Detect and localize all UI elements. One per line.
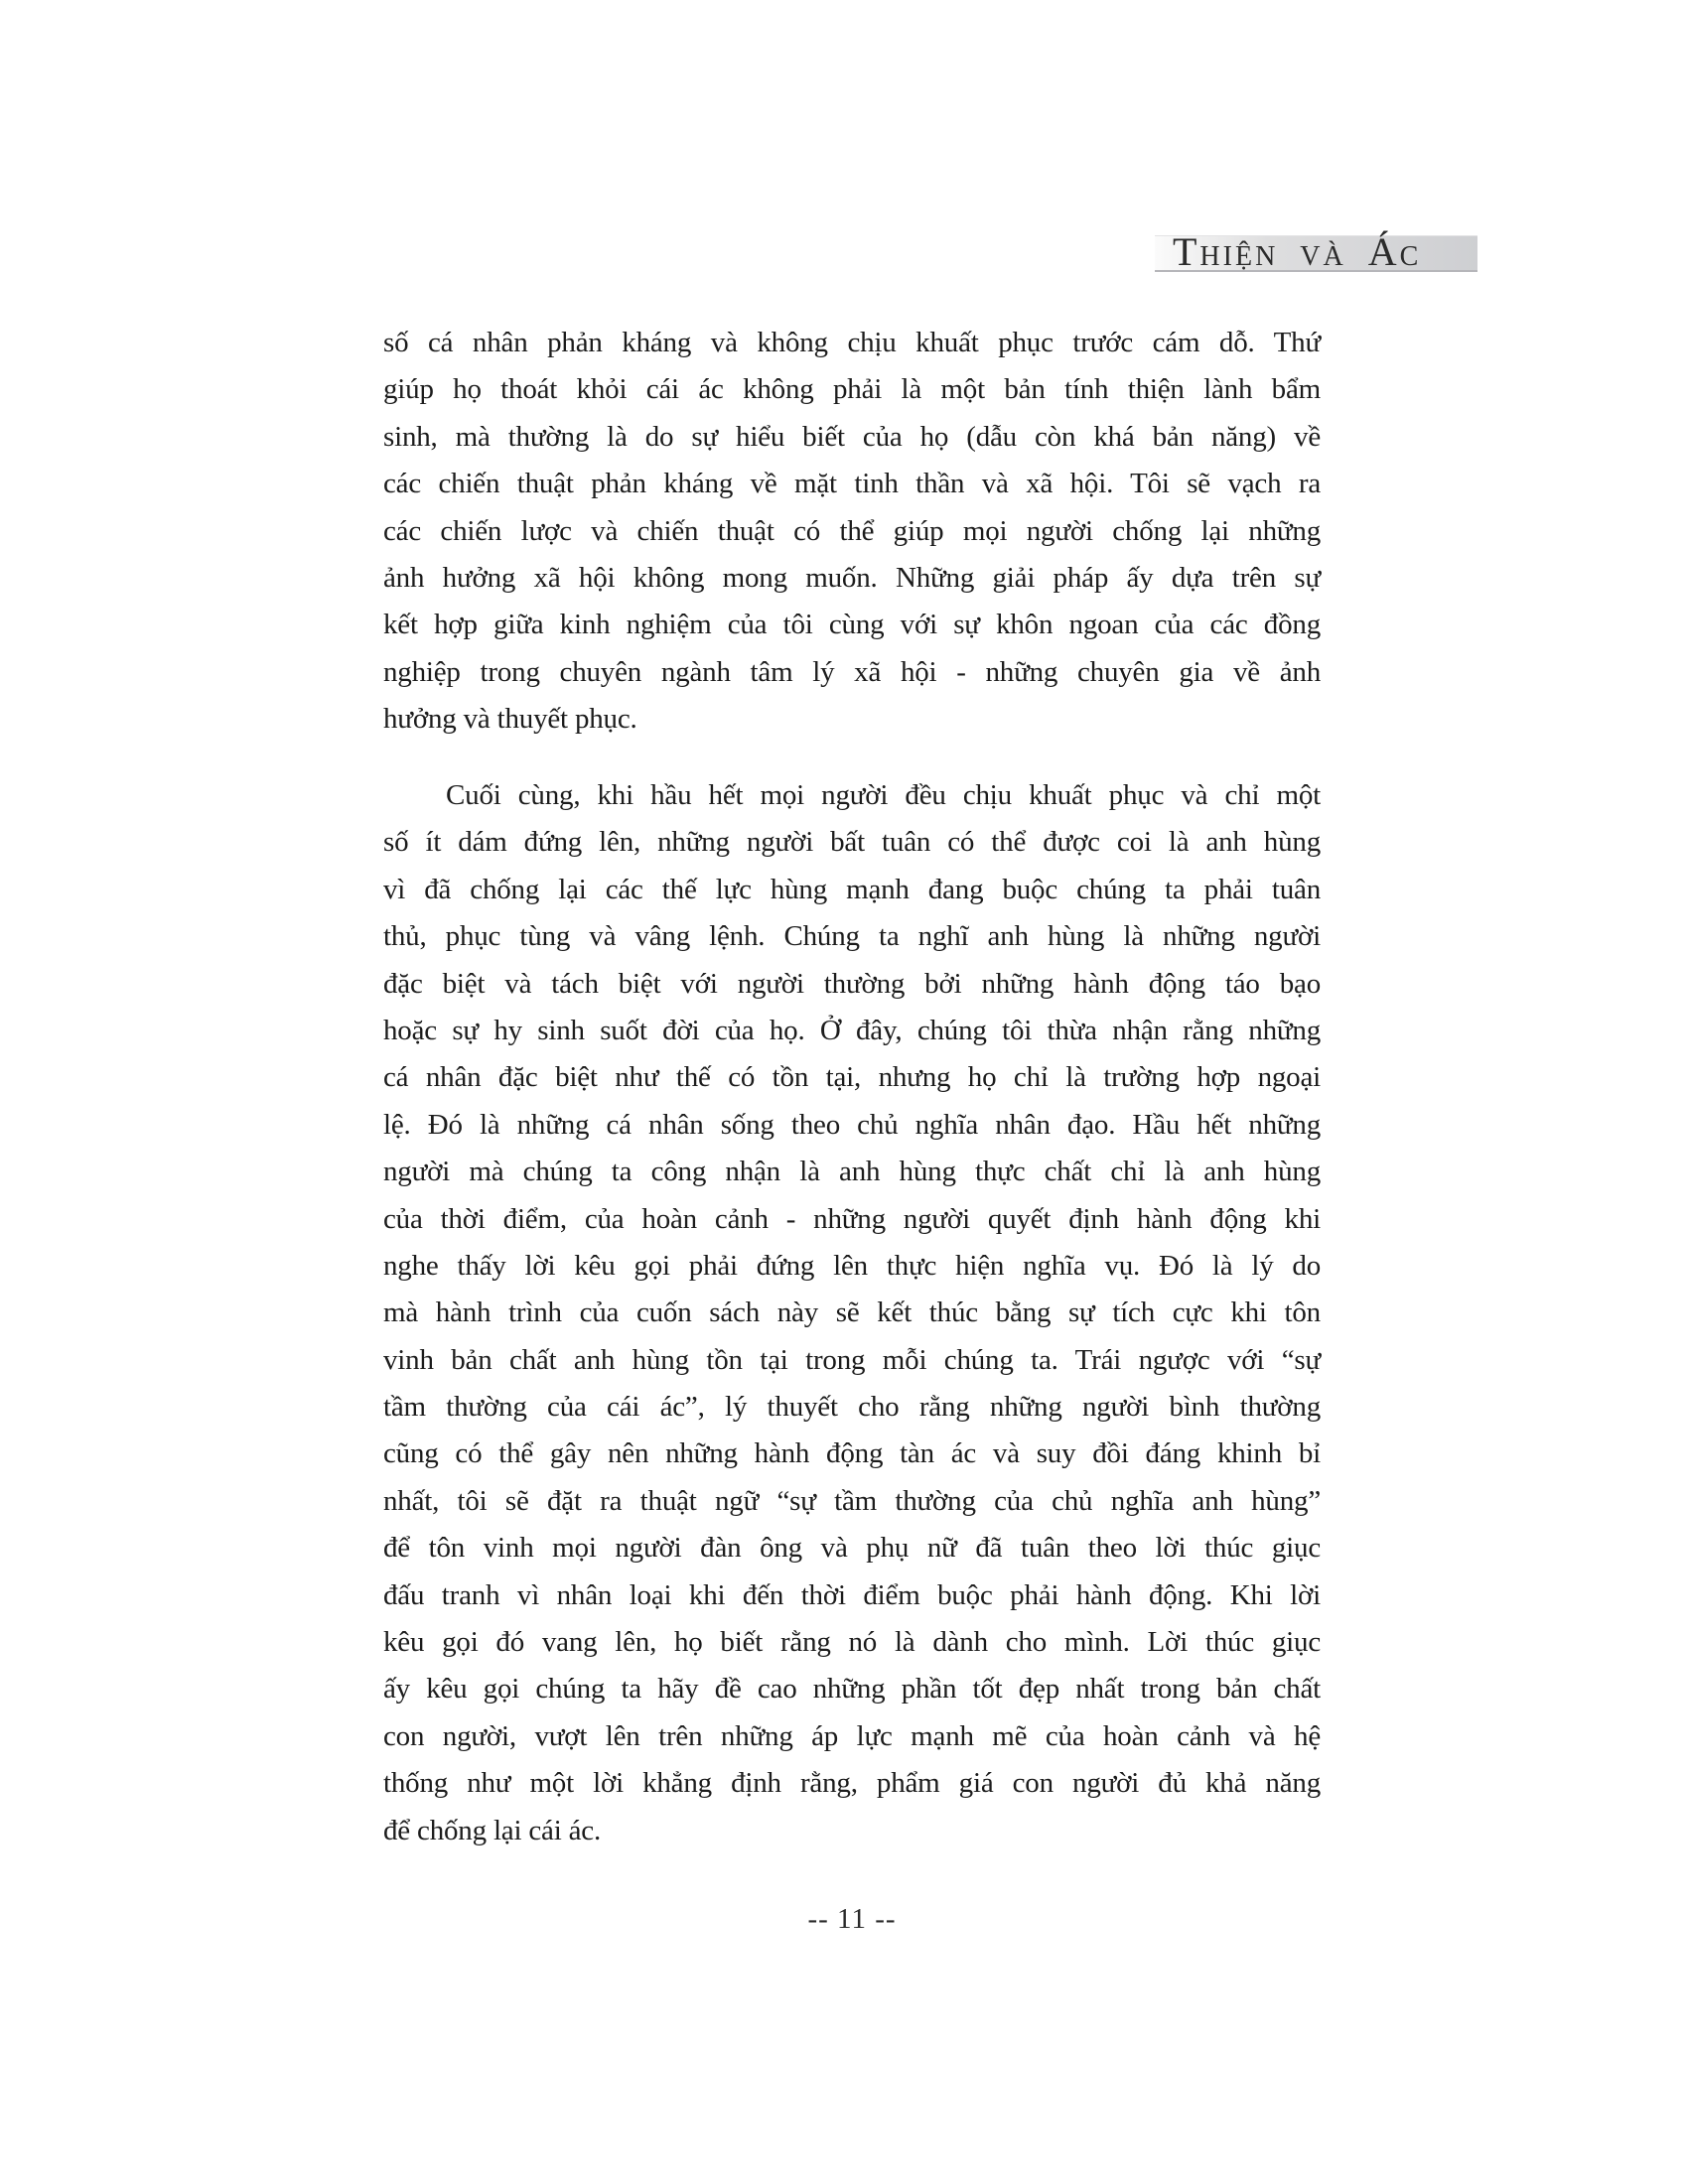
text-line: kết hợp giữa kinh nghiệm của tôi cùng với sự khôn ngoan của các đồng xyxy=(383,609,1321,641)
text-line: con người, vượt lên trên những áp lực mạnh mẽ của hoàn cảnh và hệ xyxy=(383,1719,1321,1752)
text-line: cũng có thể gây nên những hành động tàn ác và suy đồi đáng khinh bỉ xyxy=(383,1437,1321,1470)
text-line: nghe thấy lời kêu gọi phải đứng lên thực hiện nghĩa vụ. Đó là lý do xyxy=(383,1249,1321,1282)
text-line: ảnh hưởng xã hội không mong muốn. Những giải pháp ấy dựa trên sự xyxy=(383,561,1321,594)
text-line: đặc biệt và tách biệt với người thường bởi những hành động táo bạo xyxy=(383,967,1321,1000)
text-line: các chiến thuật phản kháng về mặt tinh thần và xã hội. Tôi sẽ vạch ra xyxy=(383,468,1321,500)
page-number: -- 11 -- xyxy=(807,1903,897,1935)
text-line: nghiệp trong chuyên ngành tâm lý xã hội - những chuyên gia về ảnh xyxy=(383,655,1321,688)
text-line: cá nhân đặc biệt như thế có tồn tại, nhưng họ chỉ là trường hợp ngoại xyxy=(383,1061,1321,1094)
text-line: để tôn vinh mọi người đàn ông và phụ nữ đã tuân theo lời thúc giục xyxy=(383,1532,1321,1565)
paragraph xyxy=(383,320,1321,744)
text-line: để chống lại cái ác. xyxy=(383,1814,602,1846)
text-line: đấu tranh vì nhân loại khi đến thời điểm buộc phải hành động. Khi lời xyxy=(383,1578,1321,1611)
text-line: nhất, tôi sẽ đặt ra thuật ngữ “sự tầm thường của chủ nghĩa anh hùng” xyxy=(383,1484,1321,1517)
text-line: của thời điểm, của hoàn cảnh - những người quyết định hành động khi xyxy=(383,1202,1321,1235)
text-line: hưởng và thuyết phục. xyxy=(383,703,637,736)
text-line: tầm thường của cái ác”, lý thuyết cho rằng những người bình thường xyxy=(383,1391,1321,1424)
text-line: vì đã chống lại các thế lực hùng mạnh đang buộc chúng ta phải tuân xyxy=(383,873,1321,905)
text-line: người mà chúng ta công nhận là anh hùng thực chất chỉ là anh hùng xyxy=(383,1156,1321,1188)
text-line: số ít dám đứng lên, những người bất tuân có thể được coi là anh hùng xyxy=(383,826,1321,859)
text-line: ấy kêu gọi chúng ta hãy đề cao những phần tốt đẹp nhất trong bản chất xyxy=(383,1673,1321,1706)
text-line: vinh bản chất anh hùng tồn tại trong mỗi chúng ta. Trái ngược với “sự xyxy=(383,1343,1321,1376)
text-line: lệ. Đó là những cá nhân sống theo chủ nghĩa nhân đạo. Hầu hết những xyxy=(383,1108,1321,1141)
text-line: sinh, mà thường là do sự hiểu biết của họ (dẫu còn khá bản năng) về xyxy=(383,420,1321,453)
chapter-header-title: Thiện và Ác xyxy=(1173,229,1422,274)
text-line: thống như một lời khẳng định rằng, phẩm giá con người đủ khả năng xyxy=(383,1767,1321,1800)
text-line: Cuối cùng, khi hầu hết mọi người đều chịu khuất phục và chỉ một xyxy=(446,779,1321,811)
text-line: giúp họ thoát khỏi cái ác không phải là một bản tính thiện lành bẩm xyxy=(383,373,1321,406)
text-line: các chiến lược và chiến thuật có thể giúp mọi người chống lại những xyxy=(383,514,1321,547)
text-line: mà hành trình của cuốn sách này sẽ kết thúc bằng sự tích cực khi tôn xyxy=(383,1297,1321,1329)
text-line: hoặc sự hy sinh suốt đời của họ. Ở đây, chúng tôi thừa nhận rằng những xyxy=(383,1014,1321,1046)
text-line: số cá nhân phản kháng và không chịu khuất phục trước cám dỗ. Thứ xyxy=(383,327,1321,358)
paragraph xyxy=(383,772,1321,1854)
text-line: thủ, phục tùng và vâng lệnh. Chúng ta nghĩ anh hùng là những người xyxy=(383,920,1321,953)
text-line: kêu gọi đó vang lên, họ biết rằng nó là dành cho mình. Lời thúc giục xyxy=(383,1626,1321,1659)
